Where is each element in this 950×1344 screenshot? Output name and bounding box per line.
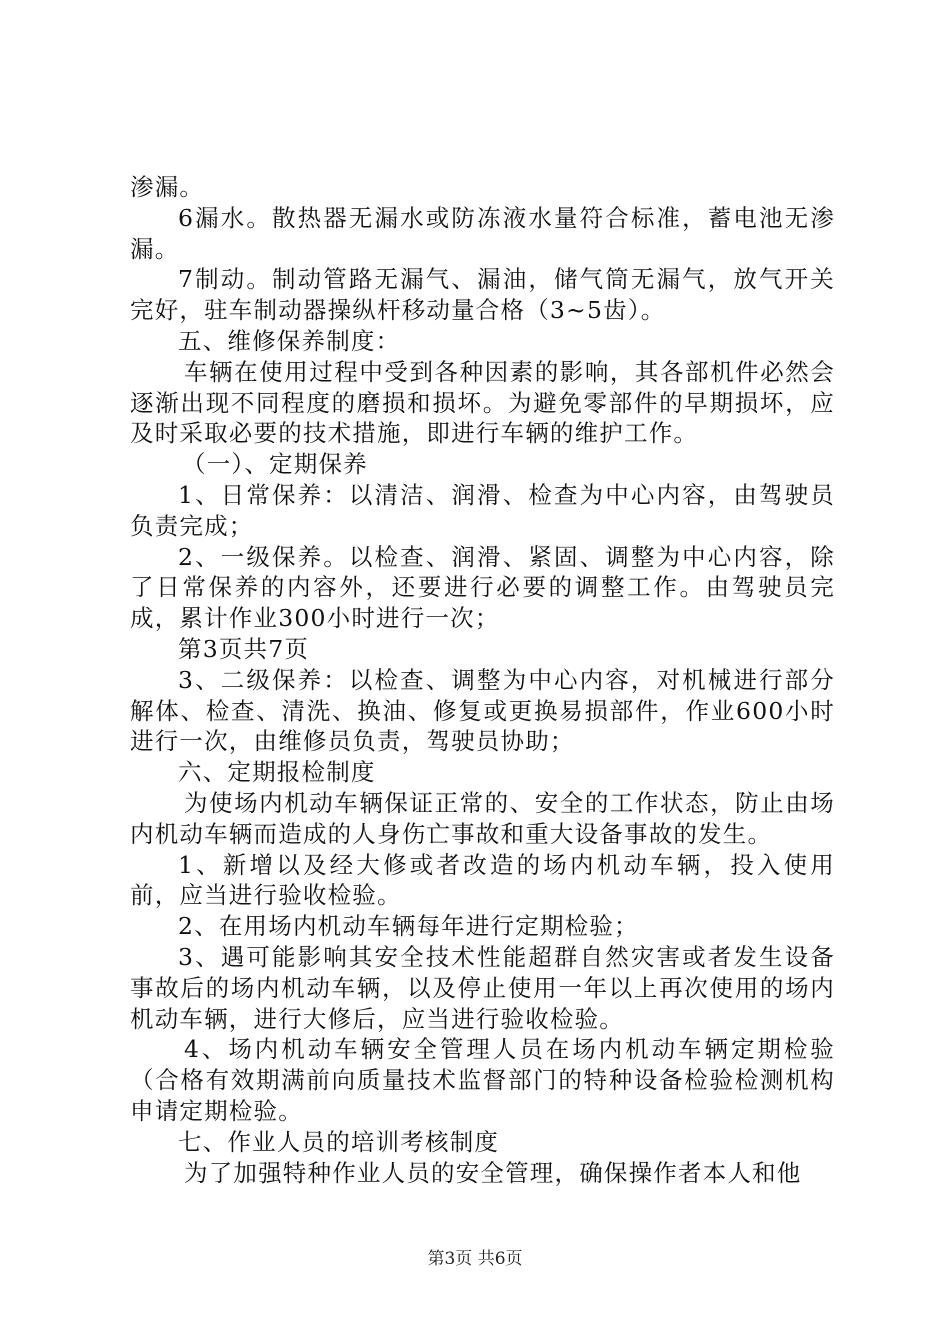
paragraph-0: 渗漏。 — [130, 173, 205, 201]
section-heading-7: 七、作业人员的培训考核制度 — [178, 1127, 500, 1156]
paragraph-17: 为了加强特种作业人员的安全管理，确保操作者本人和他 — [184, 1158, 802, 1187]
paragraph-6: 1、日常保养：以清洁、润滑、检查为中心内容，由驾驶员负责完成； — [130, 480, 835, 540]
paragraph-11: 为使场内机动车辆保证正常的、安全的工作状态，防止由场内机动车辆而造成的人身伤亡事故和重大设备事故的发生。 — [130, 788, 835, 848]
inline-page-marker: 第3页共7页 — [178, 634, 310, 663]
subsection-heading-1: （一）、定期保养 — [182, 450, 368, 479]
paragraph-4: 车辆在使用过程中受到各种因素的影响，其各部机件必然会逐渐出现不同程度的磨损和损坏。为避免零部件的早期损坏，应及时采取必要的技术措施，即进行车辆的维护工作。 — [130, 357, 835, 448]
paragraph-2: 7制动。制动管路无漏气、漏油，储气筒无漏气，放气开关完好，驻车制动器操纵杆移动量合格（3~5齿）。 — [130, 265, 835, 325]
section-heading-6: 六、定期报检制度 — [178, 758, 376, 787]
section-heading-5: 五、维修保养制度： — [178, 326, 401, 355]
paragraph-7: 2、一级保养。以检查、润滑、紧固、调整为中心内容，除了日常保养的内容外，还要进行必要的调整工作。由驾驶员完成，累计作业300小时进行一次； — [130, 542, 835, 633]
document-body — [130, 172, 835, 1188]
paragraph-9: 3、二级保养：以检查、调整为中心内容，对机械进行部分解体、检查、清洗、换油、修复或更换易损部件，作业600小时进行一次，由维修员负责，驾驶员协助； — [130, 665, 835, 756]
paragraph-12: 1、新增以及经大修或者改造的场内机动车辆，投入使用前，应当进行验收检验。 — [130, 850, 835, 910]
paragraph-13: 2、在用场内机动车辆每年进行定期检验； — [178, 912, 639, 941]
paragraph-1: 6漏水。散热器无漏水或防冻液水量符合标准，蓄电池无渗漏。 — [130, 203, 835, 263]
paragraph-15: 4、场内机动车辆安全管理人员在场内机动车辆定期检验（合格有效期满前向质量技术监督部门的特种设备检验检测机构申请定期检验。 — [130, 1035, 835, 1125]
paragraph-14: 3、遇可能影响其安全技术性能超群自然灾害或者发生设备事故后的场内机动车辆，以及停止使用一年以上再次使用的场内机动车辆，进行大修后，应当进行验收检验。 — [130, 942, 835, 1033]
page-footer: 第3页 共6页 — [427, 1249, 523, 1269]
